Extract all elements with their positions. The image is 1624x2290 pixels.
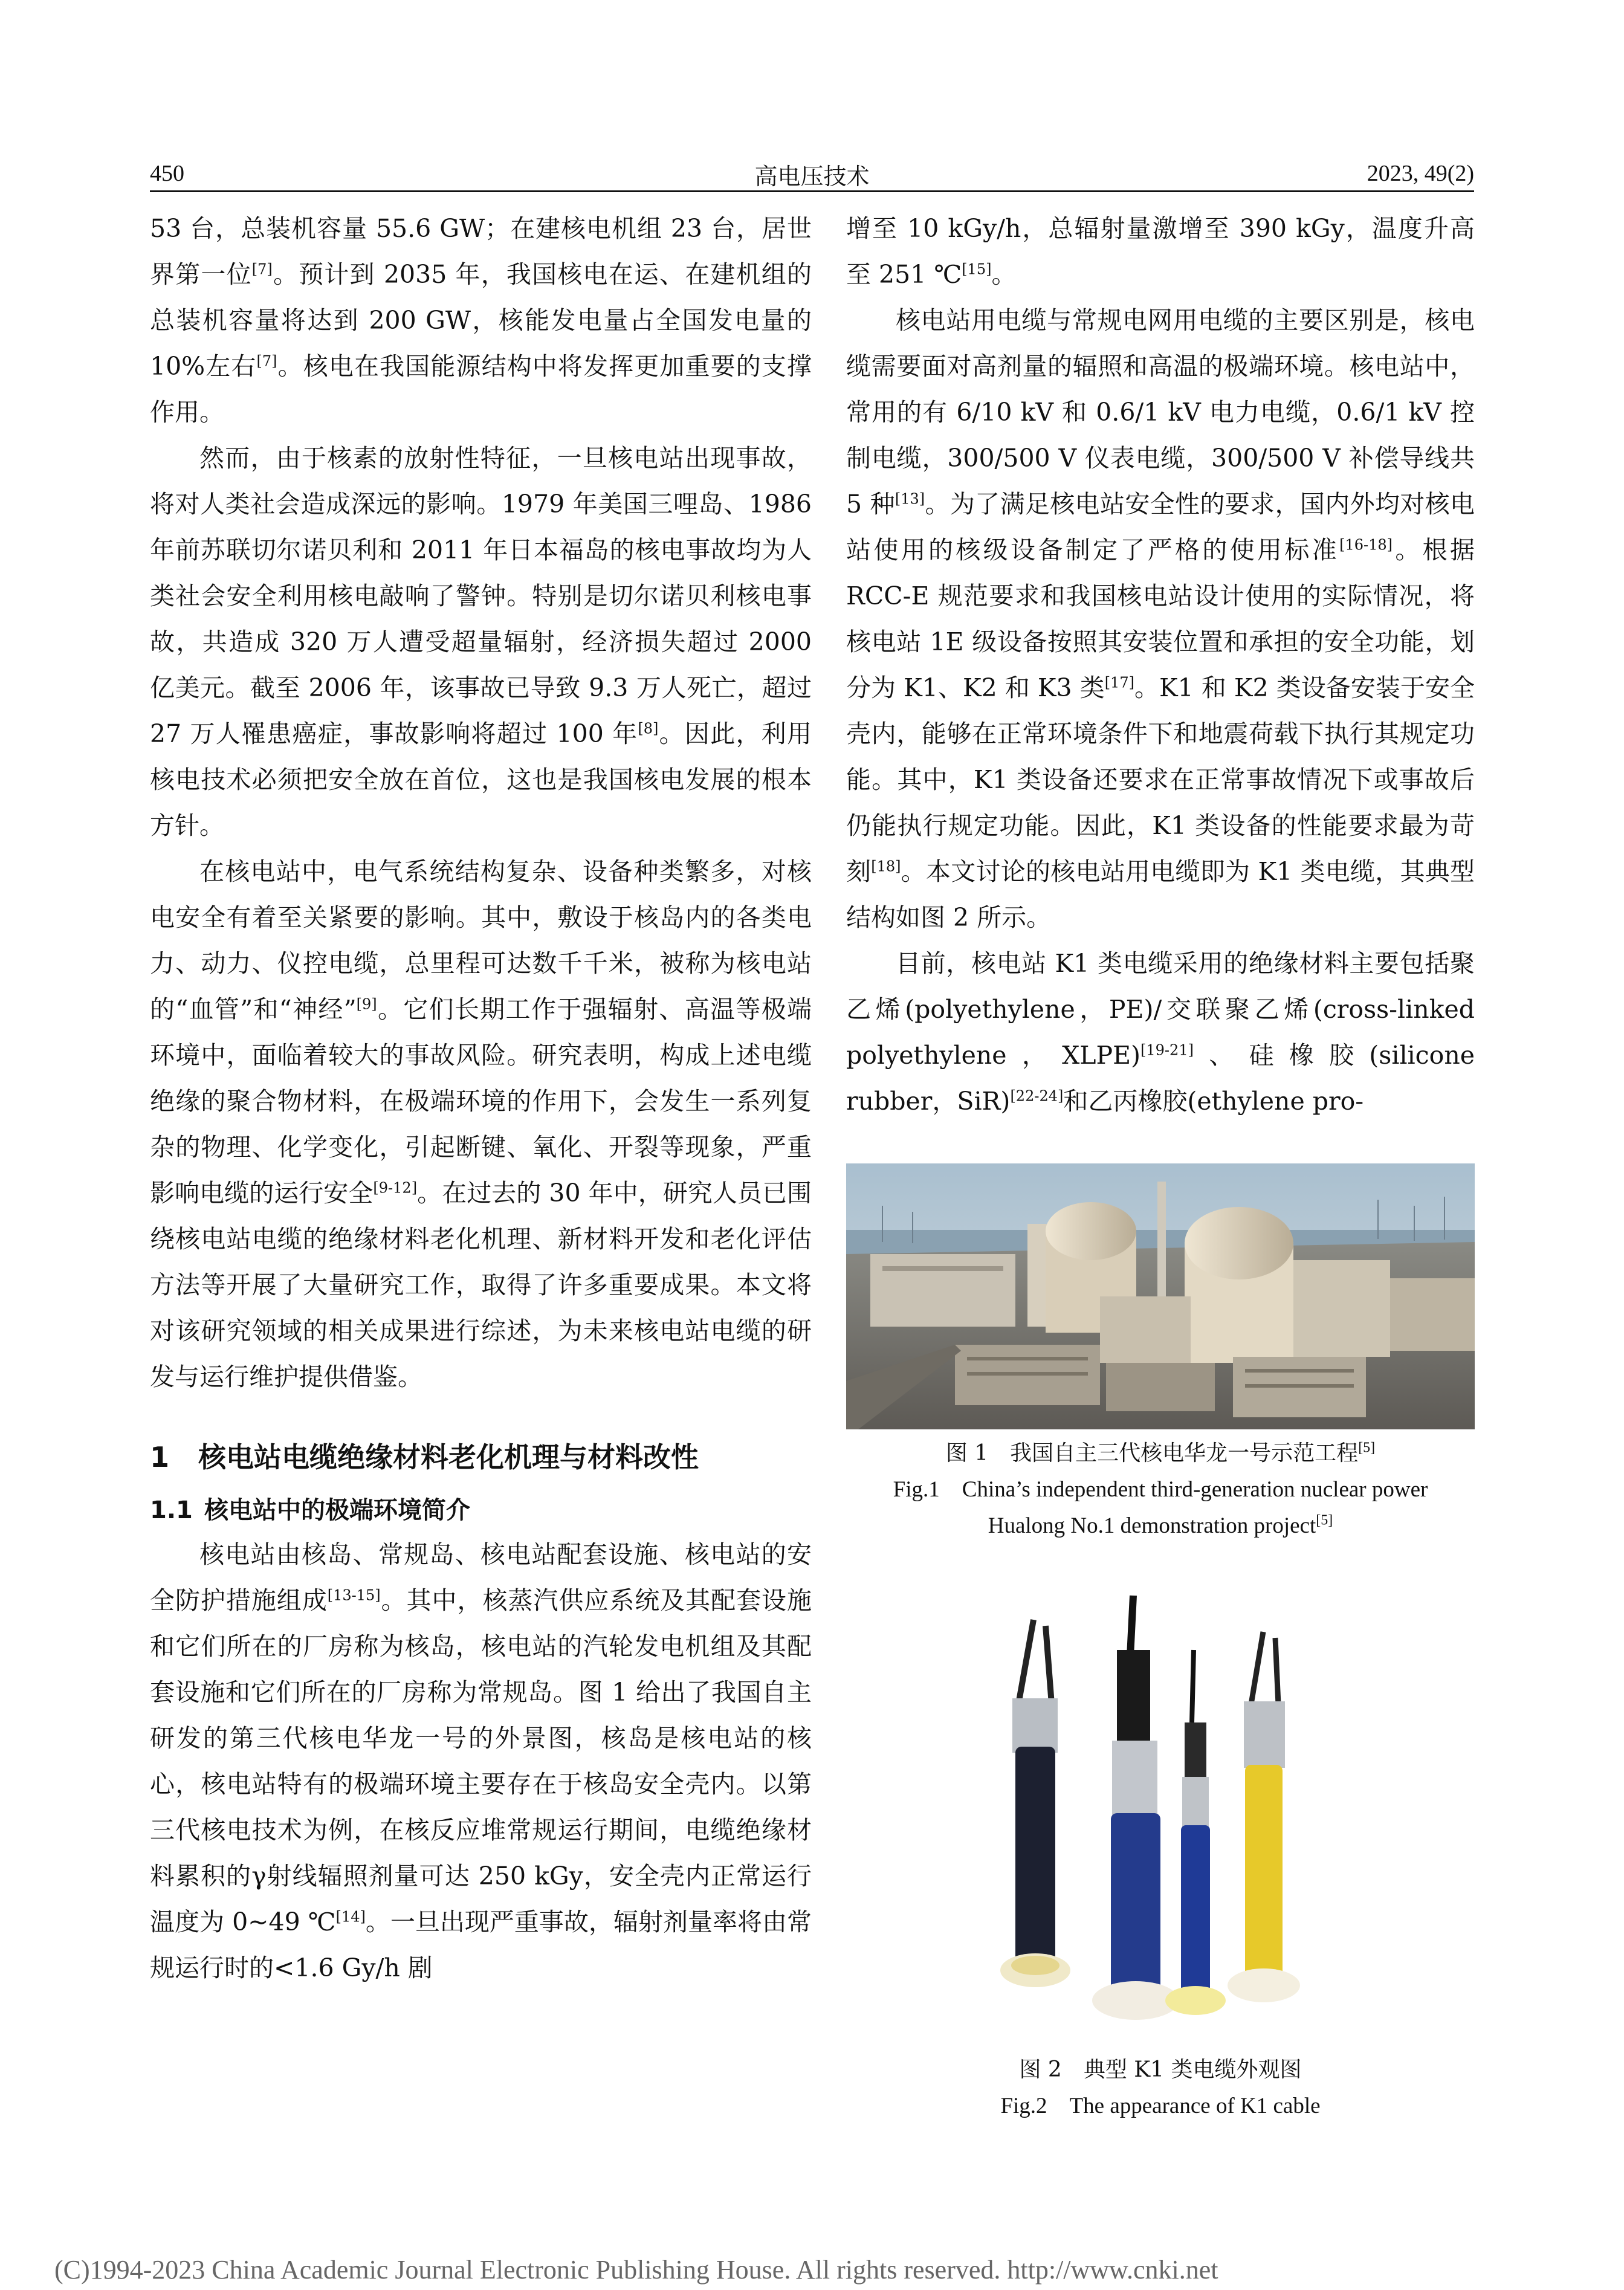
figure-2-cable-photo	[961, 1583, 1360, 2043]
paragraph: 核电站由核岛、常规岛、核电站配套设施、核电站的安全防护措施组成[13-15]。其中，核蒸汽供应系统及其配套设施和它们所在的厂房称为核岛，核电站的汽轮发电机组及其配套设施和它们所在的厂房称为常规岛。图 1 给出了我国自主研发的第三代核电华龙一号的外景图，核岛是核电站的核心，核电站特有的极端环境主要存在于核岛安全壳内。以第三代核电技术为例，在核反应堆常规运行期间，电缆绝缘材料累积的γ射线辐照剂量可达 250 kGy，安全壳内正常运行温度为 0~49 ℃[14]。一旦出现严重事故，辐射剂量率将由常规运行时的<1.6 Gy/h 剧	[150, 1540, 812, 1982]
journal-name: 高电压技术	[754, 163, 870, 190]
cable-2	[1092, 1596, 1179, 2020]
paragraph: 53 台，总装机容量 55.6 GW；在建核电机组 23 台，居世界第一位[7]。预计到 2035 年，我国核电在运、在建机组的总装机容量将达到 200 GW，核能发电量占全国发电量的 10%左右[7]。核电在我国能源结构中将发挥更加重要的支撑作用。	[150, 214, 812, 427]
paragraph: 增至 10 kGy/h，总辐射量激增至 390 kGy，温度升高至 251 ℃[15]。	[846, 214, 1475, 289]
cable-4	[1228, 1632, 1300, 2002]
paragraph: 核电站用电缆与常规电网用电缆的主要区别是，核电缆需要面对高剂量的辐照和高温的极端环境。核电站中，常用的有 6/10 kV 和 0.6/1 kV 电力电缆，0.6/1 kV 控制电缆，300/500 V 仪表电缆，300/500 V 补偿导线共 5 种[13]。为了满足核电站安全性的要求，国内外均对核电站使用的核级设备制定了严格的使用标准[16-18]。根据 RCC-E 规范要求和我国核电站设计使用的实际情况，将核电站 1E 级设备按照其安装位置和承担的安全功能，划分为 K1、K2 和 K3 类[17]。K1 和 K2 类设备安装于安全壳内，能够在正常环境条件下和地震荷载下执行其规定功能。其中，K1 类设备还要求在正常事故情况下或事故后仍能执行规定功能。因此，K1 类设备的性能要求最为苛刻[18]。本文讨论的核电站用电缆即为 K1 类电缆，其典型结构如图 2 所示。	[846, 306, 1475, 932]
page-number: 450	[150, 161, 184, 186]
subsection-heading: 1.1 核电站中的极端环境简介	[150, 1496, 470, 1524]
cable-1	[1000, 1620, 1070, 1987]
right-column	[846, 205, 1475, 1124]
left-column	[150, 205, 812, 1991]
section-heading: 1 核电站电缆绝缘材料老化机理与材料改性	[150, 1441, 699, 1473]
figure-1-caption-cn: 图 1 我国自主三代核电华龙一号示范工程[5]	[945, 1440, 1376, 1466]
issue-info: 2023, 49(2)	[1367, 161, 1474, 186]
figure-1-caption-en-line1: Fig.1 China’s independent third-generation nuclear power	[893, 1477, 1428, 1502]
paragraph: 目前，核电站 K1 类电缆采用的绝缘材料主要包括聚乙烯(polyethylene，PE)/交联聚乙烯(cross-linked polyethylene，XLPE)[19-21]、硅橡胶(silicone rubber，SiR)[22-24]和乙丙橡胶(ethylene pro-	[846, 949, 1475, 1116]
paragraph: 然而，由于核素的放射性特征，一旦核电站出现事故，将对人类社会造成深远的影响。1979 年美国三哩岛、1986 年前苏联切尔诺贝利和 2011 年日本福岛的核电事故均为人类社会安全利用核电敲响了警钟。特别是切尔诺贝利核电事故，共造成 320 万人遭受超量辐射，经济损失超过 2000 亿美元。截至 2006 年，该事故已导致 9.3 万人死亡，超过 27 万人罹患癌症，事故影响将超过 100 年[8]。因此，利用核电技术必须把安全放在首位，这也是我国核电发展的根本方针。	[150, 444, 812, 840]
figure-2-caption-en: Fig.2 The appearance of K1 cable	[1000, 2094, 1321, 2118]
copyright-footer: (C)1994-2023 China Academic Journal Electronic Publishing House. All rights reserved. http://www.cnki.net	[54, 2255, 1218, 2285]
figure-1-caption-en-line2: Hualong No.1 demonstration project[5]	[988, 1512, 1333, 1538]
figure-1-plant-photo	[846, 1163, 1475, 1429]
page-header	[150, 154, 1474, 190]
figure-2-caption-cn: 图 2 典型 K1 类电缆外观图	[1019, 2057, 1302, 2082]
nuclear-plant-illustration	[846, 1163, 1475, 1429]
header-rule	[150, 190, 1474, 192]
paragraph: 在核电站中，电气系统结构复杂、设备种类繁多，对核电安全有着至关紧要的影响。其中，敷设于核岛内的各类电力、动力、仪控电缆，总里程可达数千千米，被称为核电站的“血管”和“神经”[9]。它们长期工作于强辐射、高温等极端环境中，面临着较大的事故风险。研究表明，构成上述电缆绝缘的聚合物材料，在极端环境的作用下，会发生一系列复杂的物理、化学变化，引起断键、氧化、开裂等现象，严重影响电缆的运行安全[9-12]。在过去的 30 年中，研究人员已围绕核电站电缆的绝缘材料老化机理、新材料开发和老化评估方法等开展了大量研究工作，取得了许多重要成果。本文将对该研究领域的相关成果进行综述，为未来核电站电缆的研发与运行维护提供借鉴。	[150, 857, 812, 1391]
cable-3	[1165, 1650, 1226, 2015]
k1-cables-illustration	[961, 1583, 1360, 2043]
